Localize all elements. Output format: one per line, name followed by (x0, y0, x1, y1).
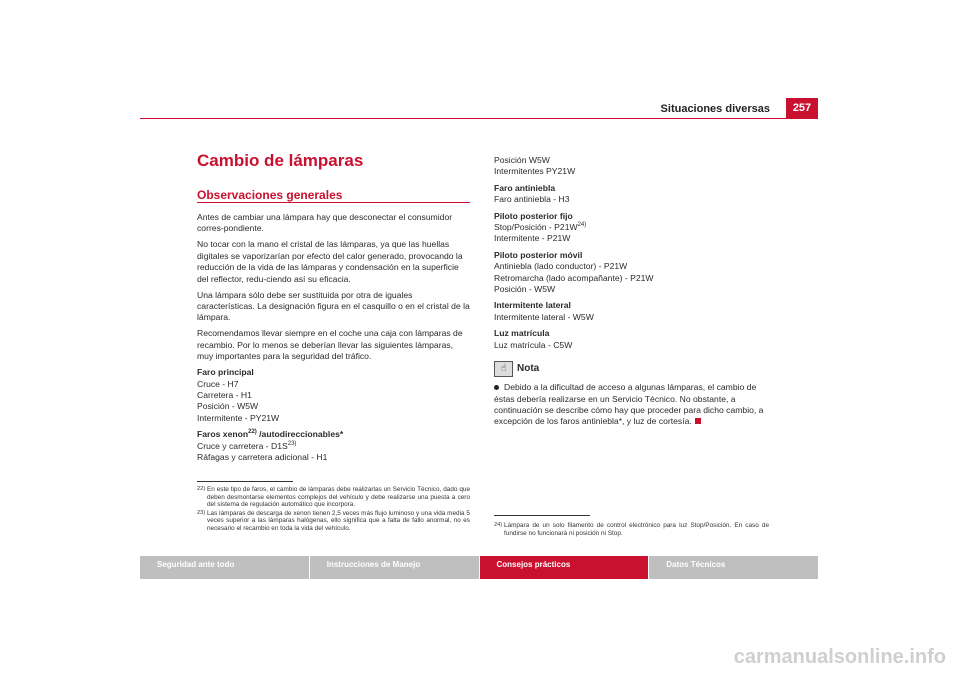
lamp-item-text: Stop/Posición - P21W (494, 222, 578, 233)
section-title: Observaciones generales (197, 188, 343, 202)
footnote (197, 486, 470, 509)
xenon-label (197, 429, 470, 440)
tab-consejos[interactable]: Consejos prácticos (480, 556, 649, 579)
xenon-label-text: Faros xenon (197, 429, 249, 440)
lamp-item: Intermitentes PY21W (494, 166, 576, 177)
faro-principal-item: Posición - W5W (197, 401, 259, 412)
footnote-number: 22) (197, 486, 206, 492)
lamp-item: Posición W5W (494, 155, 550, 165)
lamp-item: Retromarcha (lado acompañante) - P21W (494, 272, 654, 283)
paragraph-no-touch: No tocar con la mano el cristal de las lámparas, ya que las huellas digitales se vaporizarían por efecto del calor generado, provocando la reducción de la vida de las lámparas y condensación en la superficie del reflector, redu-ciendo así su eficacia. (197, 239, 463, 284)
footnote-ref-24: 24) (577, 222, 587, 229)
faro-principal-item: Carretera - H1 (197, 390, 252, 401)
bullet-icon (494, 385, 499, 390)
running-header-title: Situaciones diversas (660, 103, 770, 115)
nota-text: Debido a la dificultad de acceso a algunas lámparas, el cambio de éstas debería realizarse en un Servicio Técnico. No obstante, a continuación se describe cómo hay que proceder para dicho cambio, a excepción de los faros antiniebla*, y luz de cortesía. (494, 382, 764, 427)
footnote-rule-left (197, 481, 293, 482)
xenon-label-tail: /autodireccionables* (256, 429, 344, 440)
nota-body (494, 382, 769, 428)
section-rule (197, 202, 470, 203)
footer-nav (140, 556, 818, 579)
footnote-ref-22: 22) (248, 429, 257, 436)
page-number-badge: 257 (786, 98, 818, 118)
paragraph-spare-box: Recomendamos llevar siempre en el coche una caja con lámparas de recambio. Por lo menos se deberían llevar las siguientes lámparas, muy importantes para la seguridad del tráfico. (197, 328, 463, 362)
nota-heading (494, 361, 769, 377)
lamp-item: Intermitente lateral - W5W (494, 311, 594, 322)
faro-principal-item: Cruce - H7 (197, 378, 239, 389)
faro-antiniebla-label: Faro antiniebla (494, 182, 556, 193)
piloto-fijo-label: Piloto posterior fijo (494, 210, 573, 221)
lamp-item (494, 222, 769, 233)
footnote-number: 24) (494, 522, 503, 528)
header-rule (140, 118, 818, 119)
lamp-item: Intermitente - P21W (494, 233, 571, 244)
tab-seguridad[interactable]: Seguridad ante todo (140, 556, 309, 579)
xenon-item-text: Cruce y carretera - D1S (197, 440, 288, 451)
paragraph-disconnect: Antes de cambiar una lámpara hay que desconectar el consumidor corres-pondiente. (197, 212, 453, 234)
paragraph-same-type: Una lámpara sólo debe ser sustituida por otra de iguales características. La designación figura en el casquillo o en el cristal de la lámpara. (197, 289, 470, 323)
footnote-text: Las lámparas de descarga de xenon tienen 2,5 veces más flujo luminoso y una vida media 5 veces superior a las lámparas halógenas, ello significa que a falta de fallo anormal, no es necesario el recambio en toda la vida del vehículo. (207, 509, 470, 532)
luz-matricula-label: Luz matrícula (494, 328, 550, 339)
footnote-text: En este tipo de faros, el cambio de lámparas debe realizarlas un Servicio Técnico, dado que deben desmontarse elementos complejos del vehículo y debe realizarse una puesta a cero del sistema de regulación automático que incorpora. (207, 486, 470, 509)
note-hand-icon: ☝ (494, 361, 513, 377)
nota-title: Nota (517, 363, 540, 375)
watermark: carmanualsonline.info (733, 646, 946, 668)
footnote-number: 23) (197, 509, 206, 516)
lamp-item: Antiniebla (lado conductor) - P21W (494, 261, 628, 272)
lamp-item: Posición - W5W (494, 284, 556, 295)
tab-datos[interactable]: Datos Técnicos (649, 556, 818, 579)
lamp-item: Luz matrícula - C5W (494, 339, 573, 350)
left-column (197, 212, 470, 464)
footnote-text: Lámpara de un solo filamento de control electrónico para luz Stop/Posición. En caso de fundirse no funcionará ni posición ni Stop. (504, 522, 769, 537)
right-column (494, 155, 769, 428)
lamp-item: Faro antiniebla - H3 (494, 194, 570, 205)
xenon-item (197, 441, 470, 452)
chapter-title: Cambio de lámparas (197, 151, 364, 170)
intermitente-lateral-label: Intermitente lateral (494, 300, 571, 311)
footnote-rule-right (494, 515, 590, 516)
faro-principal-item: Intermitente - PY21W (197, 412, 280, 423)
footnote (197, 510, 470, 533)
footnotes-right (494, 522, 769, 538)
piloto-movil-label: Piloto posterior móvil (494, 249, 583, 260)
footnotes-left (197, 486, 470, 534)
end-of-section-icon (695, 418, 701, 424)
xenon-item: Ráfagas y carretera adicional - H1 (197, 452, 328, 463)
footnote (494, 522, 769, 537)
tab-instrucciones[interactable]: Instrucciones de Manejo (310, 556, 479, 579)
faro-principal-label: Faro principal (197, 367, 254, 378)
footnote-ref-23: 23) (287, 440, 297, 447)
